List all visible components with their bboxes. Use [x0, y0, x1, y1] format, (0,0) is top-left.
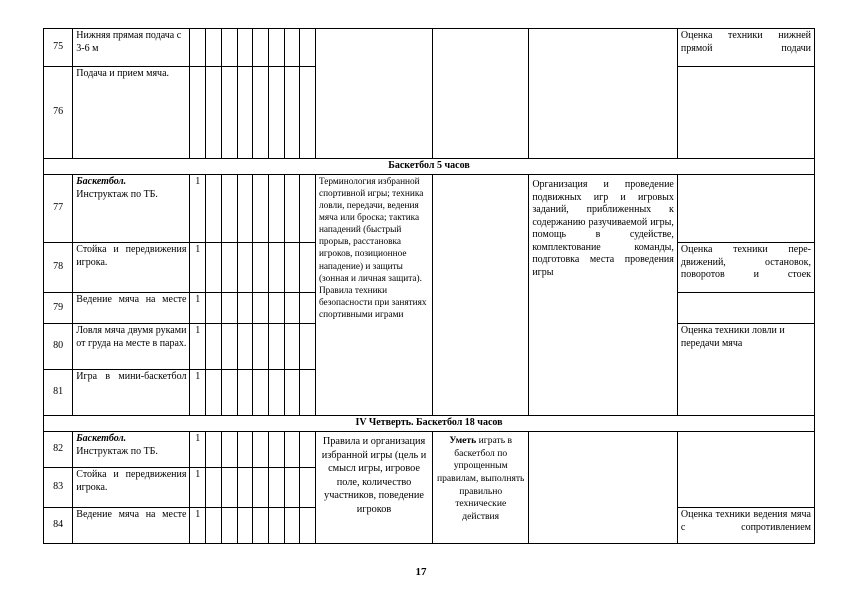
content-cell: Правила и организация избранной игры (цель и смысл игры, игровое поле, количество участников, поведение игроков — [315, 432, 432, 544]
lesson-title-italic: Баскетбол. — [76, 433, 127, 444]
lesson-title: Игра в мини-баскетбол — [73, 370, 190, 416]
section-header: IV Четверть. Баскетбол 18 часов — [44, 416, 815, 432]
lesson-title: Ловля мяча двумя руками от груда на месте в парах. — [73, 324, 190, 370]
row-number: 76 — [44, 67, 73, 159]
assessment-cell: Оценка техники ведения мяча с сопротивлением — [677, 508, 814, 544]
row-number: 78 — [44, 243, 73, 293]
lesson-title: Стойка и передвижения игрока. — [73, 468, 190, 508]
row-number: 84 — [44, 508, 73, 544]
hours: 1 — [190, 508, 206, 544]
hours: 1 — [190, 243, 206, 293]
lesson-title: Подача и прием мяча. — [73, 67, 190, 159]
lesson-title: Стойка и передвижения игрока. — [73, 243, 190, 293]
lesson-title: Инструктаж по ТБ. — [76, 445, 158, 457]
row-number: 82 — [44, 432, 73, 468]
lesson-title-italic: Баскетбол. — [76, 176, 127, 187]
skills-text: играть в баскетбол по упрощенным правилам, выполнять правильно технические действия — [436, 435, 525, 522]
lesson-title: Инструктаж по ТБ. — [76, 188, 158, 200]
lesson-plan-table — [43, 28, 815, 544]
skills-bold: Уметь — [449, 435, 477, 446]
table-row — [44, 175, 815, 243]
hours: 1 — [190, 468, 206, 508]
row-number: 80 — [44, 324, 73, 370]
hours: 1 — [190, 432, 206, 468]
lesson-title: Нижняя прямая подача с 3-6 м — [73, 29, 190, 67]
activity-cell: Организация и проведение подвижных игр и игровых заданий, приближенных к содержанию разучиваемой игры, помощь в судействе, комплектование команды, подготовка места проведения игры — [529, 175, 678, 416]
assessment-cell: Оценка техники нижней прямой подачи — [677, 29, 814, 67]
assessment-cell: Оценка техники ловли и передачи мяча — [677, 324, 814, 416]
hours: 1 — [190, 293, 206, 324]
content-cell: Терминология избранной спортивной игры; техника ловли, передачи, ведения мяча или броска; тактика нападений (быстрый прорыв, расстановка игроков, позиционное нападение) и защиты (зонная и личная защита). Правила техники безопасности при занятиях спортивными играми — [315, 175, 432, 416]
table-row — [44, 29, 815, 67]
hours: 1 — [190, 324, 206, 370]
row-number: 83 — [44, 468, 73, 508]
row-number: 81 — [44, 370, 73, 416]
table-row — [44, 432, 815, 468]
lesson-title: Ведение мяча на месте — [73, 508, 190, 544]
page-number: 17 — [415, 566, 427, 578]
section-header-row — [44, 416, 815, 432]
section-header: Баскетбол 5 часов — [44, 159, 815, 175]
hours: 1 — [190, 175, 206, 243]
section-header-row — [44, 159, 815, 175]
row-number: 77 — [44, 175, 73, 243]
lesson-title: Ведение мяча на месте — [73, 293, 190, 324]
row-number: 79 — [44, 293, 73, 324]
skills-cell — [433, 432, 529, 544]
assessment-cell: Оценка техники пере-движений, остановок, поворотов и стоек — [677, 243, 814, 293]
hours: 1 — [190, 370, 206, 416]
row-number: 75 — [44, 29, 73, 67]
